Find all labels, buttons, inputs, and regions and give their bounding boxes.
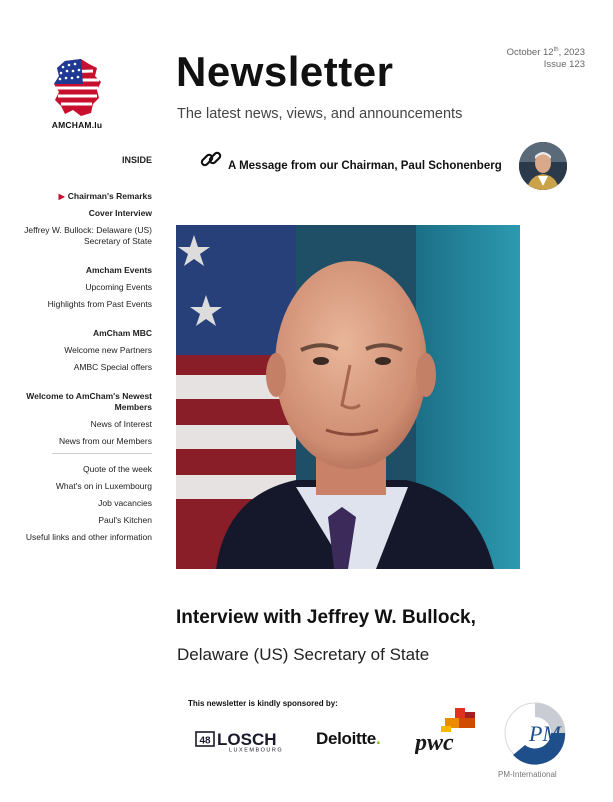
toc-job-vacancies[interactable]: Job vacancies [98, 498, 152, 508]
toc-whats-on[interactable]: What's on in Luxembourg [55, 481, 152, 491]
toc-welcome-partners[interactable]: Welcome new Partners [64, 345, 152, 355]
toc-amcham-mbc[interactable]: AmCham MBC [92, 328, 152, 338]
toc-chairmans-remarks[interactable]: ▶ Chairman's Remarks [58, 191, 152, 201]
link-icon [200, 148, 222, 170]
toc-news-from-members[interactable]: News from our Members [58, 436, 152, 446]
page-subtitle: The latest news, views, and announcements [177, 106, 463, 122]
losch-logo[interactable] [195, 730, 299, 757]
pwc-wordmark: pwc [415, 730, 454, 754]
toc-cover-interview[interactable]: Cover Interview [88, 208, 152, 218]
interview-subtitle: Delaware (US) Secretary of State [177, 645, 430, 664]
page-title: Newsletter [176, 48, 394, 95]
chairman-message-link[interactable] [200, 146, 502, 172]
pm-international-label: PM-International [498, 770, 557, 779]
logo-text: AMCHAM.lu [51, 120, 103, 130]
toc-news-of-interest[interactable]: News of Interest [90, 419, 152, 429]
toc-pauls-kitchen[interactable]: Paul's Kitchen [98, 515, 152, 525]
toc-upcoming-events[interactable]: Upcoming Events [85, 282, 152, 292]
chairman-message-text[interactable]: A Message from our Chairman, Paul Schonenberg [228, 160, 502, 172]
luxembourg-flag-map-icon [51, 58, 103, 118]
issue-date: October 12th, 2023 [506, 47, 585, 59]
toc-amcham-events[interactable]: Amcham Events [85, 265, 152, 275]
toc-divider [52, 453, 152, 454]
amcham-logo[interactable] [46, 58, 108, 130]
toc-highlights[interactable]: Highlights from Past Events [47, 299, 152, 309]
interview-title: Interview with Jeffrey W. Bullock, [176, 607, 476, 628]
losch-subtext: LUXEMBOURG [229, 747, 284, 752]
toc-ambc-offers[interactable]: AMBC Special offers [73, 362, 152, 372]
issue-date-block [507, 44, 585, 71]
pm-monogram: PM [529, 721, 561, 746]
cover-portrait [176, 225, 520, 569]
table-of-contents [22, 155, 152, 549]
arrow-right-icon: ▶ [58, 192, 65, 201]
toc-quote-of-week[interactable]: Quote of the week [83, 464, 152, 474]
toc-newest-members[interactable]: Welcome to AmCham's Newest Members [26, 391, 152, 412]
toc-heading: INSIDE [121, 155, 152, 165]
sponsors-label: This newsletter is kindly sponsored by: [188, 699, 338, 708]
toc-useful-links[interactable]: Useful links and other information [25, 532, 152, 542]
toc-cover-item[interactable]: Jeffrey W. Bullock: Delaware (US) Secretary of State [24, 225, 152, 246]
issue-number: Issue 123 [543, 59, 585, 71]
pwc-logo[interactable] [415, 708, 479, 759]
pm-international-logo[interactable] [503, 697, 567, 772]
chairman-avatar[interactable] [519, 142, 567, 190]
losch-wordmark: LOSCH [217, 730, 277, 749]
losch-number: 48 [199, 735, 211, 747]
deloitte-logo[interactable]: Deloitte. [316, 729, 381, 748]
